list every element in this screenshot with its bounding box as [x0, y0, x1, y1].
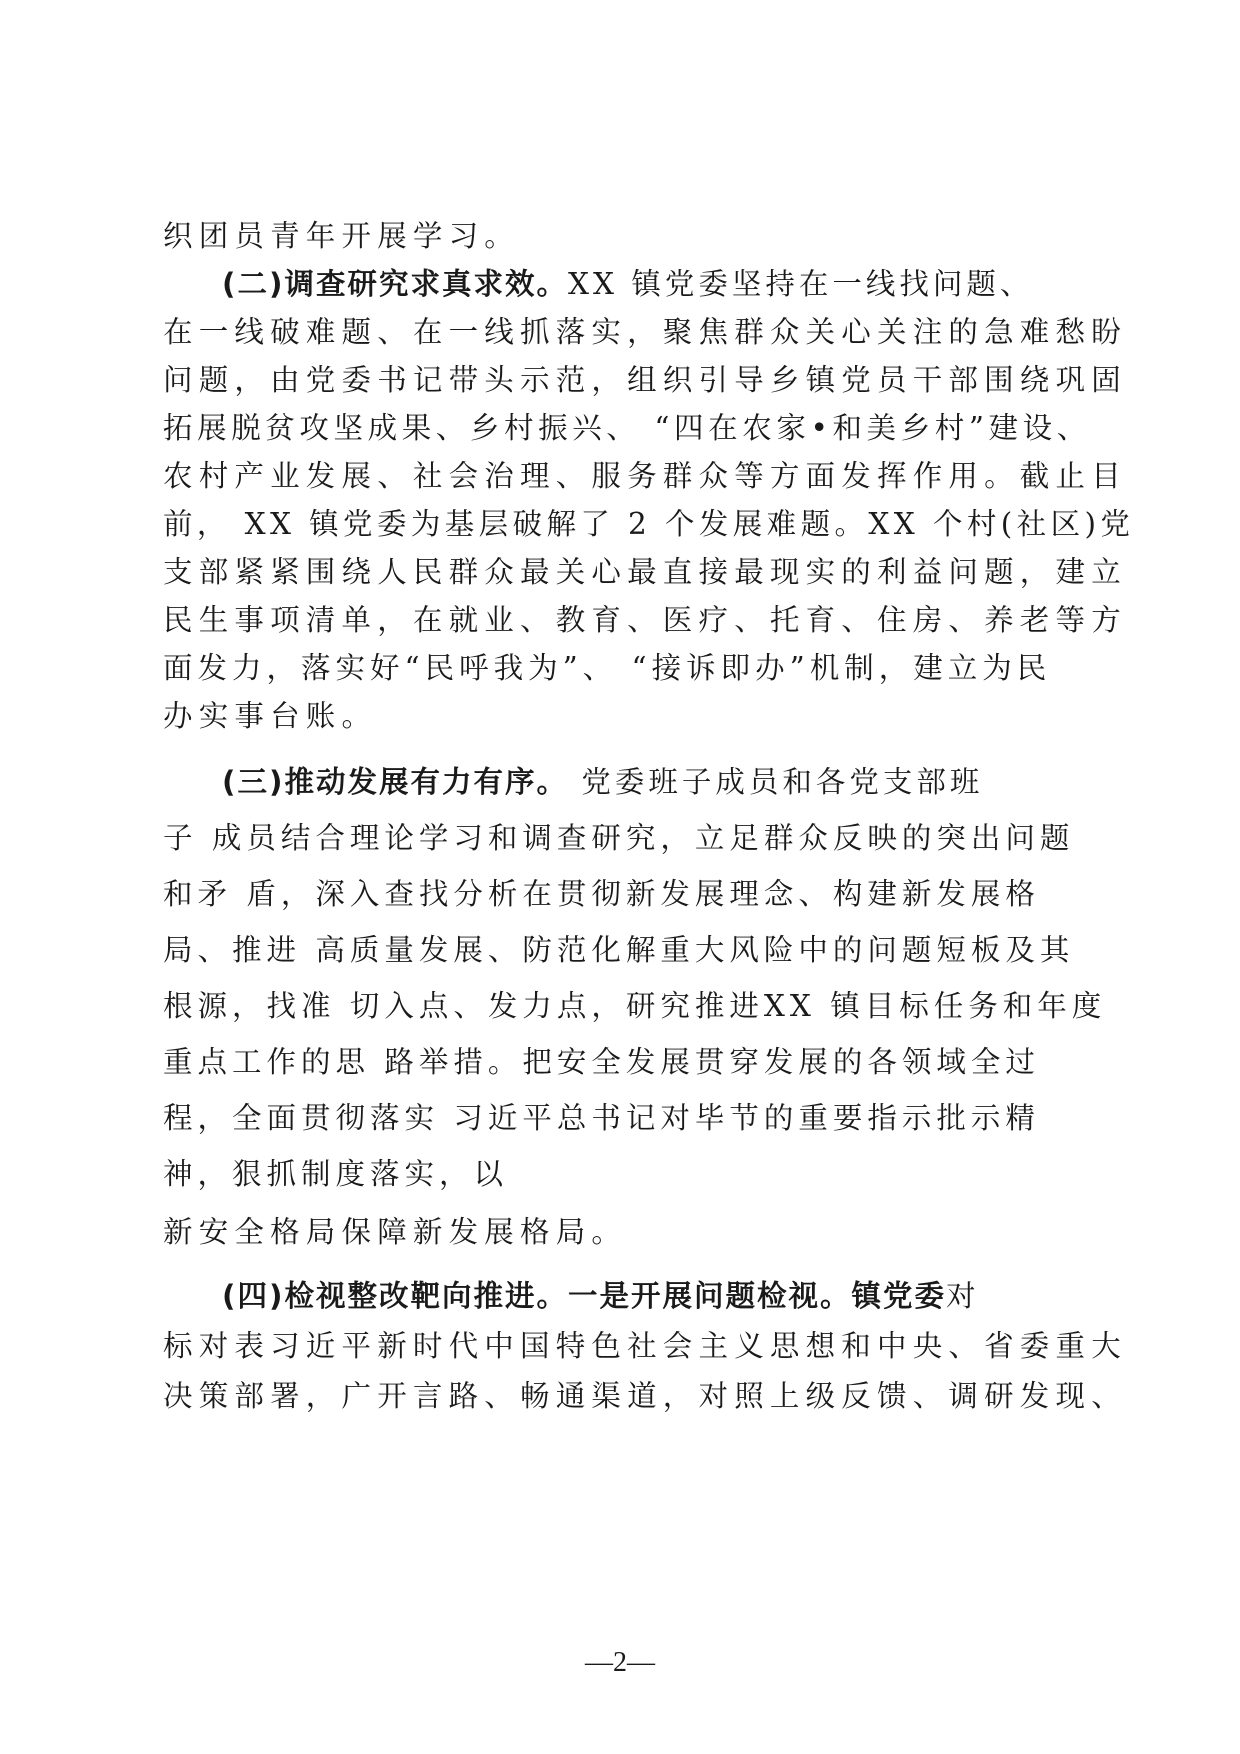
text-line: 神，狠抓制度落实，以 — [163, 1157, 509, 1191]
section-3-text: 党委班子成员和各党支部班 — [567, 765, 984, 799]
section-4-text: 对 — [945, 1279, 979, 1313]
text-line: 根源，找准 切入点、发力点，研究推进XX 镇目标任务和年度 — [163, 989, 1107, 1023]
text-line: 支部紧紧围绕人民群众最关心最直接最现实的利益问题，建立 — [163, 555, 1127, 589]
text-line: 在一线破难题、在一线抓落实，聚焦群众关心关注的急难愁盼 — [163, 315, 1127, 349]
text-line: 局、推进 高质量发展、防范化解重大风险中的问题短板及其 — [163, 933, 1075, 967]
text-line: 子 成员结合理论学习和调查研究，立足群众反映的突出问题 — [163, 821, 1075, 855]
text-line: 农村产业发展、社会治理、服务群众等方面发挥作用。截止目 — [163, 459, 1127, 493]
text-line: 办实事台账。 — [163, 699, 378, 733]
text-line: 织团员青年开展学习。 — [163, 219, 521, 253]
section-4-heading: (四)检视整改靶向推进。一是开展问题检视。镇党委 — [222, 1279, 946, 1313]
text-line: 和矛 盾，深入查找分析在贯彻新发展理念、构建新发展格 — [163, 877, 1040, 911]
section-4-first-line — [222, 1276, 979, 1316]
text-line: 程，全面贯彻落实 习近平总书记对毕节的重要指示批示精 — [163, 1101, 1040, 1135]
page-number: —2— — [585, 1647, 655, 1678]
text-line: 新安全格局保障新发展格局。 — [163, 1215, 628, 1249]
text-line: 民生事项清单，在就业、教育、医疗、托育、住房、养老等方 — [163, 603, 1127, 637]
text-line: 标对表习近平新时代中国特色社会主义思想和中央、省委重大 — [163, 1329, 1127, 1363]
text-line: 前， XX 镇党委为基层破解了 2 个发展难题。XX 个村(社区)党 — [163, 507, 1135, 541]
text-line: 决策部署，广开言路、畅通渠道，对照上级反馈、调研发现、 — [163, 1379, 1127, 1413]
section-2-first-line — [222, 264, 1033, 304]
section-3-heading: (三)推动发展有力有序。 — [222, 765, 568, 799]
text-line: 拓展脱贫攻坚成果、乡村振兴、 “四在农家•和美乡村”建设、 — [163, 411, 1091, 445]
section-3-first-line — [222, 762, 983, 802]
text-line: 问题，由党委书记带头示范，组织引导乡镇党员干部围绕巩固 — [163, 363, 1127, 397]
text-line: 重点工作的思 路举措。把安全发展贯穿发展的各领域全过 — [163, 1045, 1040, 1079]
section-2-heading: (二)调查研究求真求效。 — [222, 267, 568, 301]
text-line: 面发力，落实好“民呼我为”、 “接诉即办”机制，建立为民 — [163, 651, 1052, 685]
section-2-text: XX 镇党委坚持在一线找问题、 — [567, 267, 1034, 301]
